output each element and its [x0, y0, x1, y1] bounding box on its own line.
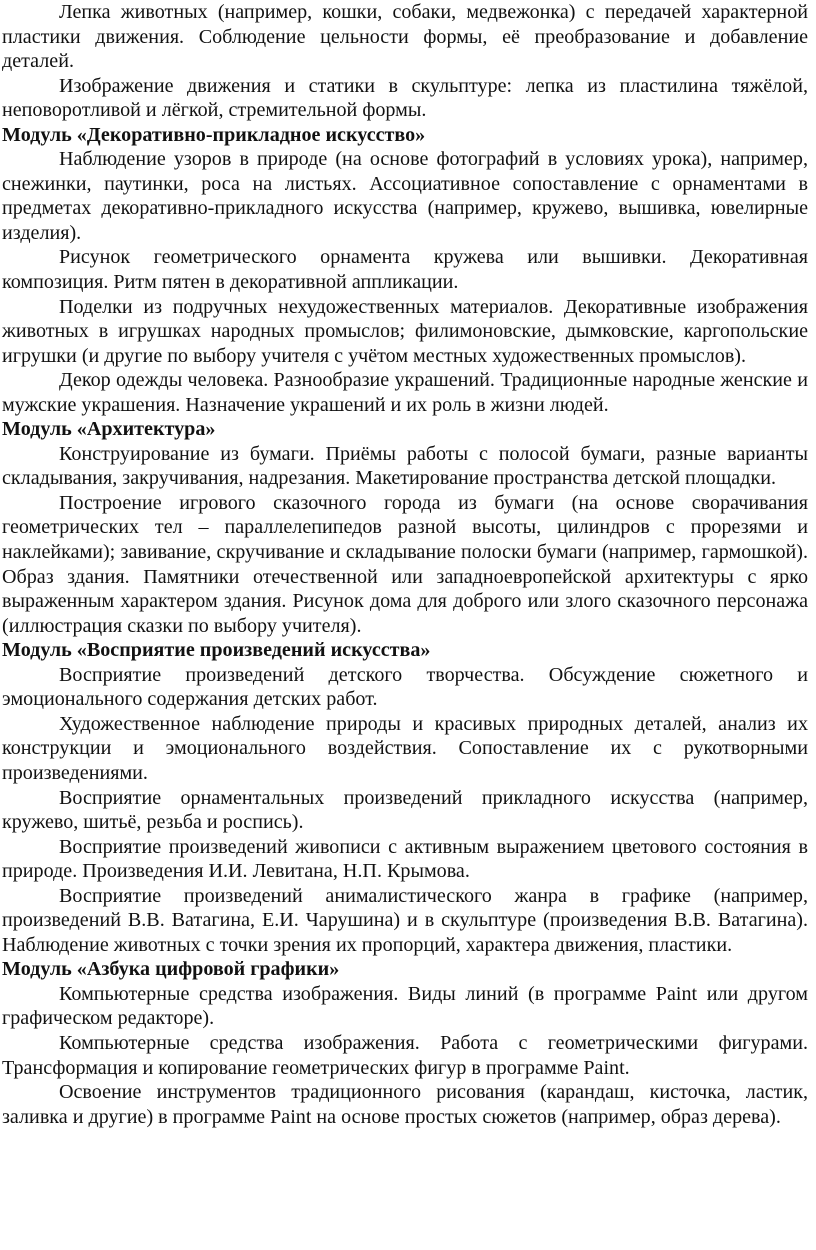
module-heading: Модуль «Азбука цифровой графики» — [2, 958, 340, 981]
module-heading: Модуль «Восприятие произведений искусства» — [2, 639, 431, 662]
paragraph: Наблюдение узоров в природе (на основе фотографий в условиях урока), например, снежинки, паутинки, роса на листьях. Ассоциативное сопоставление с орнаментами в предметах декоративно-прикладного искусства (например, кружево, вышивка, ювелирные изделия). — [2, 148, 808, 244]
module-heading: Модуль «Декоративно-прикладное искусство» — [2, 123, 426, 146]
section-sculpture-continued — [2, 0, 808, 123]
paragraph: Восприятие орнаментальных произведений прикладного искусства (например, кружево, шитьё, резьба и роспись). — [2, 786, 808, 834]
module-heading: Модуль «Архитектура» — [2, 418, 216, 441]
paragraph: Поделки из подручных нехудожественных материалов. Декоративные изображения животных в игрушках народных промыслов; филимоновские, дымковские, каргопольские игрушки (и другие по выбору учителя с учётом местных художественных промыслов). — [2, 295, 808, 367]
paragraph: Восприятие произведений детского творчества. Обсуждение сюжетного и эмоционального содержания детских работ. — [2, 663, 808, 711]
section-digital-graphics — [2, 957, 808, 1129]
section-architecture — [2, 417, 808, 638]
paragraph: Изображение движения и статики в скульптуре: лепка из пластилина тяжёлой, неповоротливой и лёгкой, стремительной формы. — [2, 74, 808, 122]
paragraph: Декор одежды человека. Разнообразие украшений. Традиционные народные женские и мужские украшения. Назначение украшений и их роль в жизни людей. — [2, 369, 808, 416]
paragraph: Восприятие произведений анималистического жанра в графике (например, произведений В.В. Ватагина, Е.И. Чарушина) и в скульптуре (произведения В.В. Ватагина). Наблюдение животных с точки зрения их пропорций, характера движения, пластики. — [2, 884, 808, 956]
paragraph: Компьютерные средства изображения. Виды линий (в программе Paint или другом графическом редакторе). — [2, 982, 808, 1030]
paragraph: Художественное наблюдение природы и красивых природных деталей, анализ их конструкции и эмоционального воздействия. Сопоставление их с рукотворными произведениями. — [2, 712, 808, 784]
paragraph: Построение игрового сказочного города из бумаги (на основе сворачивания геометрических тел – параллелепипедов разной высоты, цилиндров с прорезями и наклейками); завивание, скручивание и складывание полоски бумаги (например, гармошкой). Образ здания. Памятники отечественной или западноевропейской архитектуры с ярко выраженным характером здания. Рисунок дома для доброго или злого сказочного персонажа (иллюстрация сказки по выбору учителя). — [2, 491, 808, 637]
section-decorative-applied-art — [2, 123, 808, 418]
paragraph: Конструирование из бумаги. Приёмы работы с полосой бумаги, разные варианты складывания, закручивания, надрезания. Макетирование пространства детской площадки. — [2, 442, 808, 490]
paragraph: Освоение инструментов традиционного рисования (карандаш, кисточка, ластик, заливка и другие) в программе Paint на основе простых сюжетов (например, образ дерева). — [2, 1081, 808, 1128]
paragraph: Восприятие произведений живописи с активным выражением цветового состояния в природе. Произведения И.И. Левитана, Н.П. Крымова. — [2, 835, 808, 883]
section-art-perception — [2, 638, 808, 957]
paragraph: Рисунок геометрического орнамента кружева или вышивки. Декоративная композиция. Ритм пятен в декоративной аппликации. — [2, 246, 808, 294]
paragraph: Лепка животных (например, кошки, собаки, медвежонка) с передачей характерной пластики движения. Соблюдение цельности формы, её преобразование и добавление деталей. — [2, 1, 808, 73]
paragraph: Компьютерные средства изображения. Работа с геометрическими фигурами. Трансформация и копирование геометрических фигур в программе Paint. — [2, 1031, 808, 1079]
